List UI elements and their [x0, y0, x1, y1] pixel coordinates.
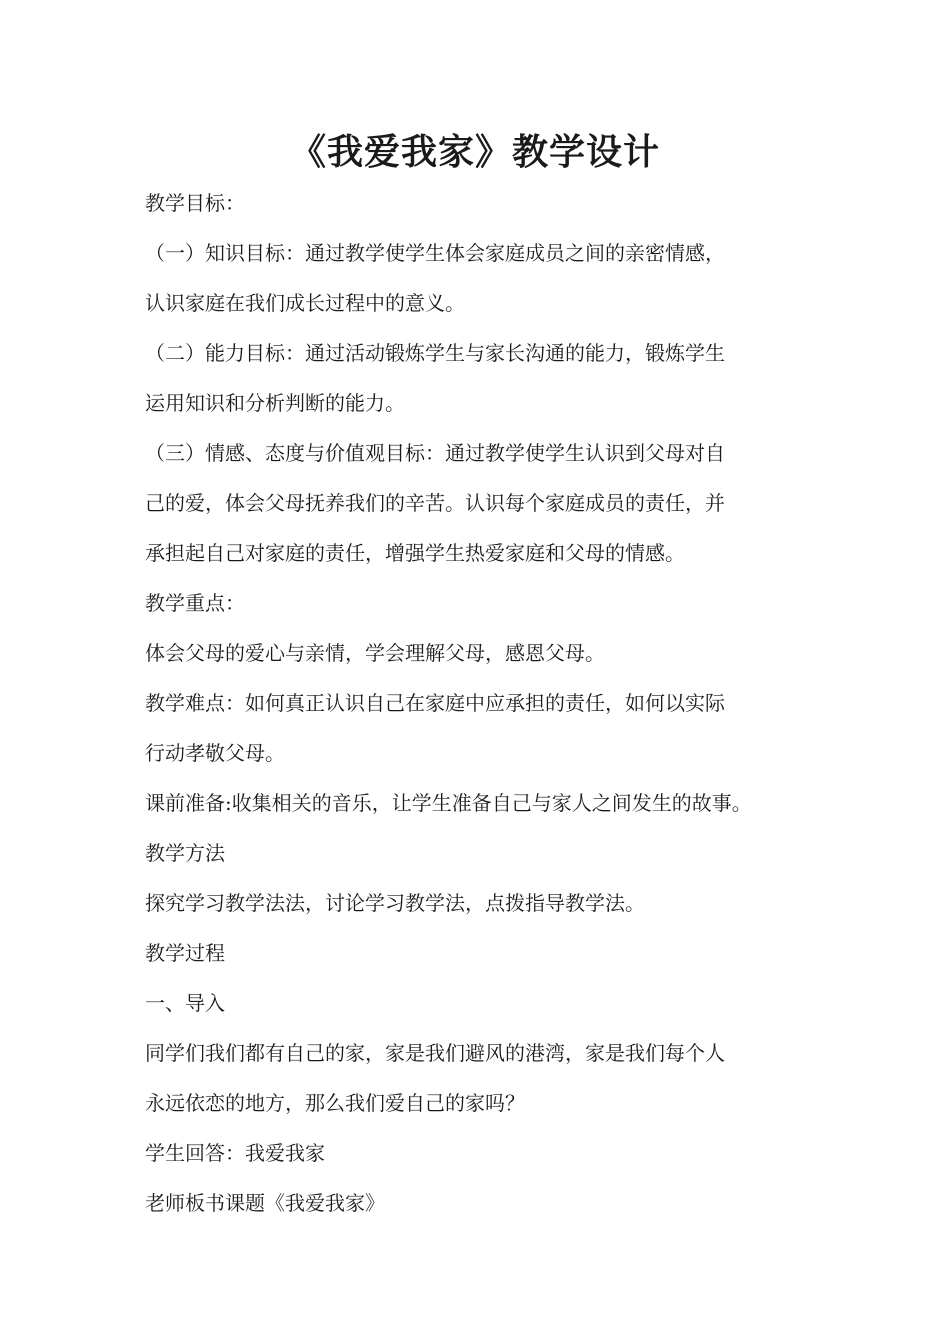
paragraph-line: （一）知识目标：通过教学使学生体会家庭成员之间的亲密情感，	[145, 241, 725, 265]
paragraph-line: 运用知识和分析判断的能力。	[145, 391, 405, 415]
paragraph-line: 己的爱，体会父母抚养我们的辛苦。认识每个家庭成员的责任，并	[145, 491, 725, 515]
section-heading-methods: 教学方法	[145, 841, 225, 865]
paragraph-line: 老师板书课题《我爱我家》	[145, 1191, 385, 1215]
paragraph-line: 行动孝敬父母。	[145, 741, 285, 765]
paragraph-line: 教学难点：如何真正认识自己在家庭中应承担的责任，如何以实际	[145, 691, 725, 715]
section-heading-introduction: 一、导入	[145, 991, 225, 1015]
paragraph-line: 永远依恋的地方，那么我们爱自己的家吗？	[145, 1091, 525, 1115]
document-title: 《我爱我家》教学设计	[289, 131, 660, 173]
section-heading-key-points: 教学重点：	[145, 591, 245, 615]
section-heading-process: 教学过程	[145, 941, 225, 965]
section-heading-teaching-goals: 教学目标：	[145, 191, 245, 215]
paragraph-line: 探究学习教学法法，讨论学习教学法，点拨指导教学法。	[145, 891, 645, 915]
paragraph-line: 体会父母的爱心与亲情，学会理解父母，感恩父母。	[145, 641, 605, 665]
paragraph-line: 学生回答：我爱我家	[145, 1141, 325, 1165]
paragraph-line: 认识家庭在我们成长过程中的意义。	[145, 291, 465, 315]
paragraph-line: （二）能力目标：通过活动锻炼学生与家长沟通的能力，锻炼学生	[145, 341, 725, 365]
document-body	[145, 178, 825, 1228]
paragraph-line: 同学们我们都有自己的家，家是我们避风的港湾，家是我们每个人	[145, 1041, 725, 1065]
paragraph-line: （三）情感、态度与价值观目标：通过教学使学生认识到父母对自	[145, 441, 725, 465]
paragraph-line: 课前准备:收集相关的音乐，让学生准备自己与家人之间发生的故事。	[145, 791, 752, 815]
paragraph-line: 承担起自己对家庭的责任，增强学生热爱家庭和父母的情感。	[145, 541, 685, 565]
